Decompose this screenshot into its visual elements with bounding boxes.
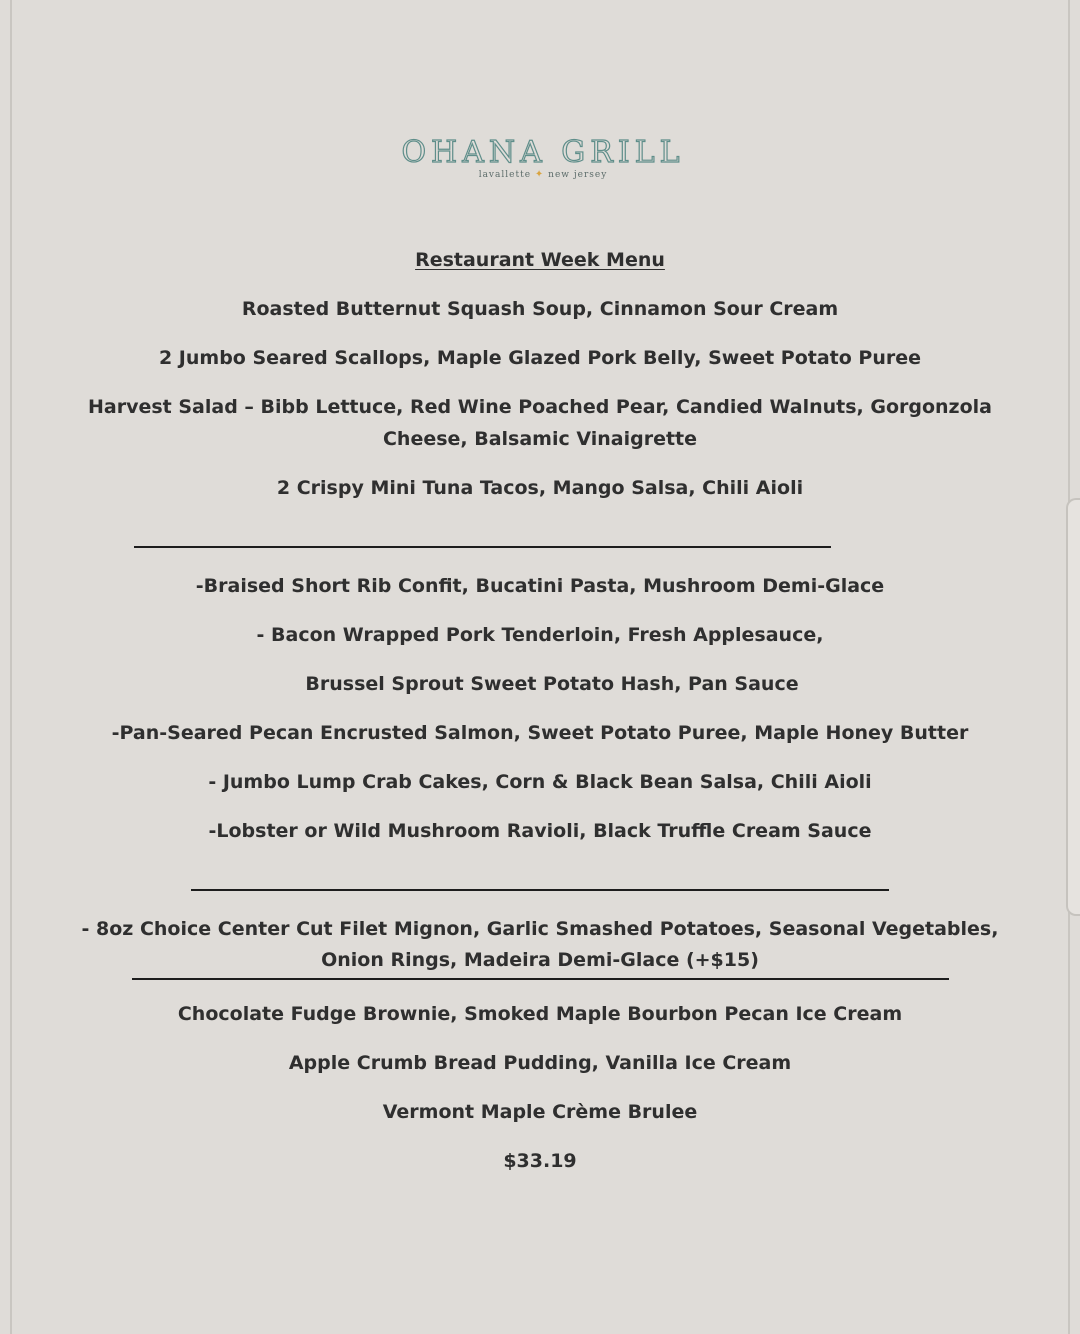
dessert-item: Chocolate Fudge Brownie, Smoked Maple Bourbon Pecan Ice Cream xyxy=(177,1003,903,1025)
logo-tagline-state: new jersey xyxy=(548,170,608,180)
logo-name: OHANA GRILL xyxy=(401,135,685,170)
appetizer-item: Harvest Salad – Bibb Lettuce, Red Wine Poached Pear, Candied Walnuts, Gorgonzola xyxy=(87,396,993,418)
entree-item: - Bacon Wrapped Pork Tenderloin, Fresh Applesauce, xyxy=(256,624,824,646)
dessert-item: Apple Crumb Bread Pudding, Vanilla Ice Cream xyxy=(288,1052,792,1074)
entree-item: - Jumbo Lump Crab Cakes, Corn & Black Bean Salsa, Chili Aioli xyxy=(208,771,872,793)
section-divider xyxy=(132,978,949,980)
entree-item: -Pan-Seared Pecan Encrusted Salmon, Sweet Potato Puree, Maple Honey Butter xyxy=(111,722,969,744)
appetizer-item: 2 Crispy Mini Tuna Tacos, Mango Salsa, Chili Aioli xyxy=(276,477,804,499)
upgrade-item: - 8oz Choice Center Cut Filet Mignon, Garlic Smashed Potatoes, Seasonal Vegetables, xyxy=(81,918,999,940)
menu-price: $33.19 xyxy=(503,1150,577,1172)
entree-item: -Lobster or Wild Mushroom Ravioli, Black Truffle Cream Sauce xyxy=(208,820,872,842)
entree-item-continued: Brussel Sprout Sweet Potato Hash, Pan Sauce xyxy=(305,673,799,695)
section-divider xyxy=(191,889,889,891)
appetizer-item-continued: Cheese, Balsamic Vinaigrette xyxy=(382,428,698,450)
appetizer-item: Roasted Butternut Squash Soup, Cinnamon Sour Cream xyxy=(241,298,839,320)
upgrade-item-continued: Onion Rings, Madeira Demi-Glace (+$15) xyxy=(321,949,759,971)
section-divider xyxy=(134,546,831,548)
restaurant-logo xyxy=(376,135,710,180)
dessert-item: Vermont Maple Crème Brulee xyxy=(382,1101,698,1123)
logo-tagline-town: lavallette xyxy=(478,170,532,180)
menu-heading: Restaurant Week Menu xyxy=(415,249,665,271)
appetizer-item: 2 Jumbo Seared Scallops, Maple Glazed Pork Belly, Sweet Potato Puree xyxy=(158,347,922,369)
star-icon: ✦ xyxy=(534,169,545,180)
page-left-edge xyxy=(10,0,12,1334)
scroll-handle[interactable] xyxy=(1066,498,1080,916)
entree-item: -Braised Short Rib Confit, Bucatini Pasta, Mushroom Demi-Glace xyxy=(195,575,885,597)
logo-tagline xyxy=(376,169,710,180)
